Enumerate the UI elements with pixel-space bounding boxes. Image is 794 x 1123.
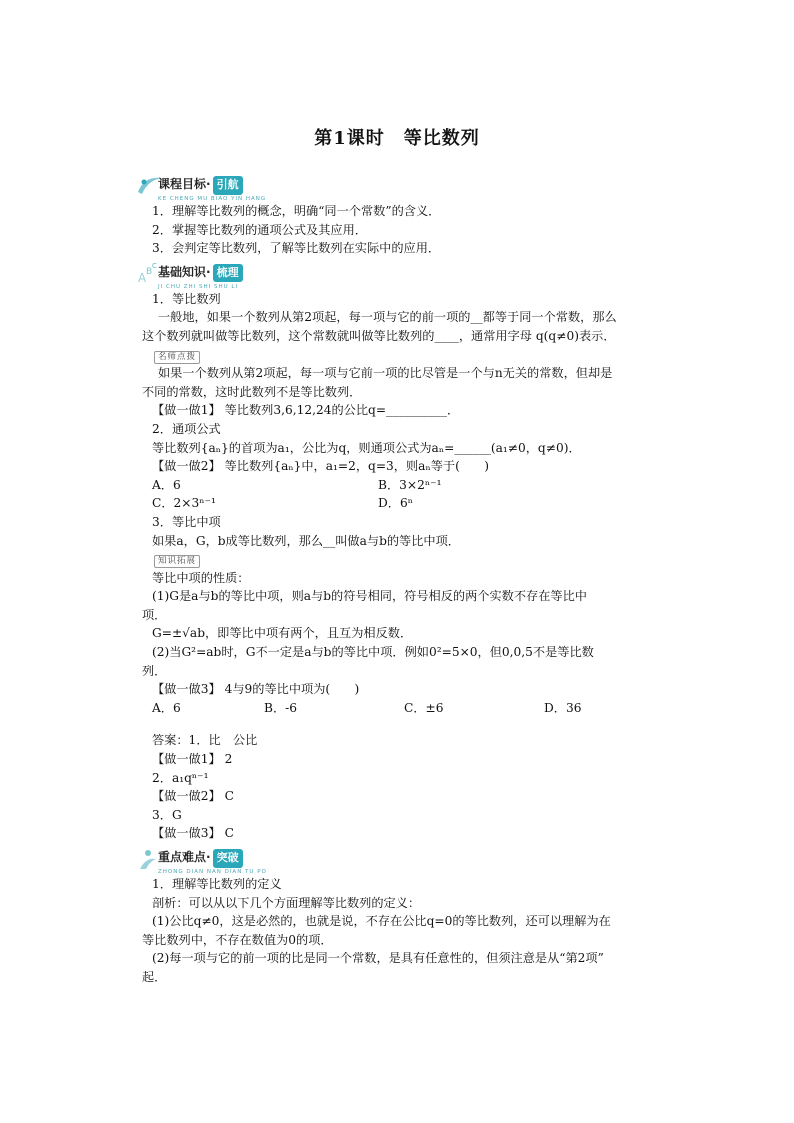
option: D．6ⁿ (378, 496, 413, 511)
paragraph-line: 不同的常数，这时此数列不是等比数列． (142, 384, 362, 399)
paragraph-line: 如果a，G，b成等比数列，那么__叫做a与b的等比中项． (152, 533, 460, 548)
banner-pinyin: KE CHENG MU BIAO YIN HANG (158, 196, 267, 202)
section-heading: 1．理解等比数列的定义 (152, 877, 282, 891)
banner-label: 重点难点 (158, 850, 207, 864)
banner-badge: 突破 (213, 849, 243, 868)
section-banner-course-goals: 课程目标· 引航 KE CHENG MU BIAO YIN HANG (136, 172, 662, 200)
banner-label: 基础知识 (158, 264, 207, 279)
section-heading: 2．通项公式 (152, 421, 221, 436)
exercise-question: 【做一做3】 4与9的等比中项为( ) (152, 682, 360, 697)
paragraph-line: (1)公比q≠0，这是必然的，也就是说，不存在公比q=0的等比数列，还可以理解为在 (152, 914, 611, 929)
paragraph-line: 等比数列{aₙ}的首项为a₁，公比为q，则通项公式为aₙ=______(a₁≠0，q≠0)． (152, 440, 581, 455)
section-banner-basic-knowledge: A B C 基础知识· 梳理 JI CHU ZHI SHI SHU LI (136, 260, 662, 288)
paragraph-line: 一般地，如果一个数列从第2项起，每一项与它的前一项的__都等于同一个常数，那么 (158, 310, 617, 325)
paragraph-line: (2)当G²=ab时，G不一定是a与b的等比中项．例如0²=5×0，但0,0,5不是等比数 (152, 645, 594, 660)
exercise-options (142, 699, 662, 718)
exercise-question: 【做一做1】 等比数列3,6,12,24的公比q=__________． (152, 403, 460, 418)
answer-line: 2．a₁qⁿ⁻¹ (152, 770, 209, 785)
banner-badge: 梳理 (213, 264, 243, 283)
goal-item: 3．会判定等比数列，了解等比数列在实际中的应用． (152, 241, 441, 256)
goal-item: 2．掌握等比数列的通项公式及其应用． (152, 222, 367, 237)
svg-text:A: A (138, 270, 147, 285)
option: A．6 (152, 700, 181, 715)
option: C．±6 (404, 700, 444, 715)
paragraph-line: 等比中项的性质： (152, 570, 250, 585)
svg-text:B: B (146, 266, 153, 277)
banner-pinyin: ZHONG DIAN NAN DIAN TU PO (158, 869, 267, 875)
section-heading: 1．等比数列 (152, 291, 221, 306)
banner-label: 课程目标 (158, 177, 207, 191)
paragraph-line: 列． (142, 663, 167, 678)
svg-text:C: C (152, 261, 157, 270)
content-body (138, 170, 662, 987)
goal-item: 1．理解等比数列的概念，明确“同一个常数”的含义． (152, 204, 441, 218)
banner-pinyin: JI CHU ZHI SHI SHU LI (158, 283, 239, 290)
paragraph-line: 剖析：可以从以下几个方面理解等比数列的定义： (152, 895, 421, 910)
paragraph-line: 这个数列就叫做等比数列，这个常数就叫做等比数列的____，通常用字母 q(q≠0)表示． (142, 328, 616, 343)
exercise-options (142, 476, 662, 495)
answer-line: 3．G (152, 807, 182, 822)
answer-line: 【做一做3】 C (152, 826, 234, 841)
option: D．36 (544, 700, 582, 715)
answer-line: 答案：1．比 公比 (152, 733, 258, 748)
paragraph-line: 等比数列中，不存在数值为0的项． (142, 932, 333, 947)
section-banner-key-difficult-points: 重点难点· 突破 ZHONG DIAN NAN DIAN TU PO (136, 845, 662, 873)
exercise-question: 【做一做2】 等比数列{aₙ}中，a₁=2，q=3，则aₙ等于( ) (152, 459, 489, 474)
banner-badge: 引航 (213, 176, 243, 195)
page-title: 第1课时 等比数列 (314, 128, 480, 149)
option: B．3×2ⁿ⁻¹ (378, 477, 442, 492)
answer-line: 【做一做1】 2 (152, 752, 233, 767)
paragraph-line: 起． (142, 969, 167, 984)
option: A．6 (152, 477, 181, 492)
option: C．2×3ⁿ⁻¹ (152, 496, 216, 511)
paragraph-line: G=±√ab，即等比中项有两个，且互为相反数． (152, 626, 413, 641)
section-heading: 3．等比中项 (152, 514, 221, 529)
paragraph-line: (1)G是a与b的等比中项，则a与b的符号相同，符号相反的两个实数不存在等比中 (152, 589, 587, 604)
paragraph-line: (2)每一项与它的前一项的比是同一个常数，是具有任意性的，但须注意是从“第2项” (152, 951, 604, 966)
exercise-options (142, 494, 662, 513)
extension-tag: 知识拓展 (154, 555, 200, 568)
paragraph-line: 如果一个数列从第2项起，每一项与它前一项的比尽管是一个与n无关的常数，但却是 (158, 366, 613, 381)
option: B．-6 (264, 700, 298, 715)
answer-line: 【做一做2】 C (152, 789, 234, 804)
tip-tag: 名师点拨 (154, 351, 200, 364)
paragraph-line: 项． (142, 607, 167, 622)
